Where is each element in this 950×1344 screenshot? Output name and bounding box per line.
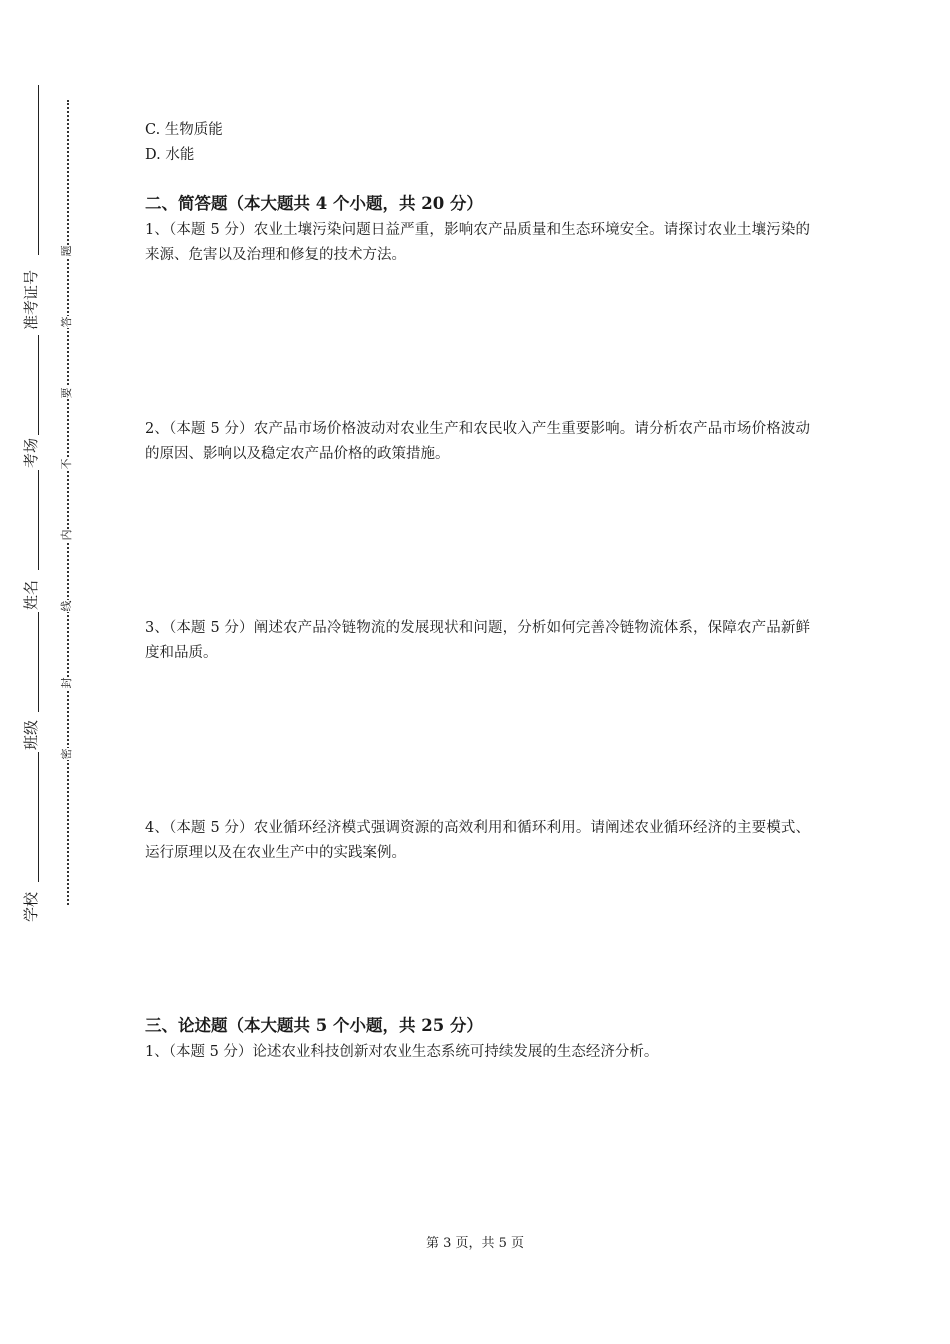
question-2-4: 4、（本题 5 分）农业循环经济模式强调资源的高效利用和循环利用。请阐述农业循环经济的主要模式、运行原理以及在农业生产中的实践案例。 [145,820,810,861]
seal-dotted-line [67,100,69,905]
field-line-exam-number [38,85,39,255]
seal-char: 题 [60,245,73,257]
question-3-1: 1、（本题 5 分）论述农业科技创新对农业生态系统可持续发展的生态经济分析。 [145,1044,659,1060]
field-line-class [38,612,39,712]
page-number: 第 3 页，共 5 页 [425,1236,525,1251]
option-text: 生物质能 [164,122,223,138]
question-2-1: 1、（本题 5 分）农业土壤污染问题日益严重，影响农产品质量和生态环境安全。请探讨农业土壤污染的来源、危害以及治理和修复的技术方法。 [145,222,810,263]
option-letter: D. [145,147,161,163]
field-line-name [38,470,39,570]
seal-char: 线 [60,600,73,612]
question-2-3: 3、（本题 5 分）阐述农产品冷链物流的发展现状和问题，分析如何完善冷链物流体系，保障农产品新鲜度和品质。 [145,620,810,661]
field-line-exam-room [38,335,39,435]
option-text: 水能 [165,147,195,163]
binding-margin [0,0,100,1344]
seal-char: 要 [60,387,73,399]
field-label-school: 学校 [22,891,40,922]
field-label-name: 姓名 [22,579,40,610]
section-title-essay: 三、论述题（本大题共 5 个小题，共 25 分） [145,1016,483,1035]
seal-char: 密 [60,748,73,760]
option-d [145,146,194,164]
seal-char: 内 [60,529,73,541]
option-c [145,121,223,139]
seal-char: 不 [60,458,73,470]
field-label-exam-room: 考场 [22,437,40,468]
section-title-short-answer: 二、简答题（本大题共 4 个小题，共 20 分） [145,194,483,213]
field-line-school [38,752,39,882]
question-2-2: 2、（本题 5 分）农产品市场价格波动对农业生产和农民收入产生重要影响。请分析农产品市场价格波动的原因、影响以及稳定农产品价格的政策措施。 [145,421,810,462]
seal-char: 答 [60,316,73,328]
field-label-class: 班级 [22,719,40,750]
field-label-exam-number: 准考证号 [22,269,40,330]
option-letter: C. [145,122,161,138]
seal-char: 封 [60,677,73,689]
